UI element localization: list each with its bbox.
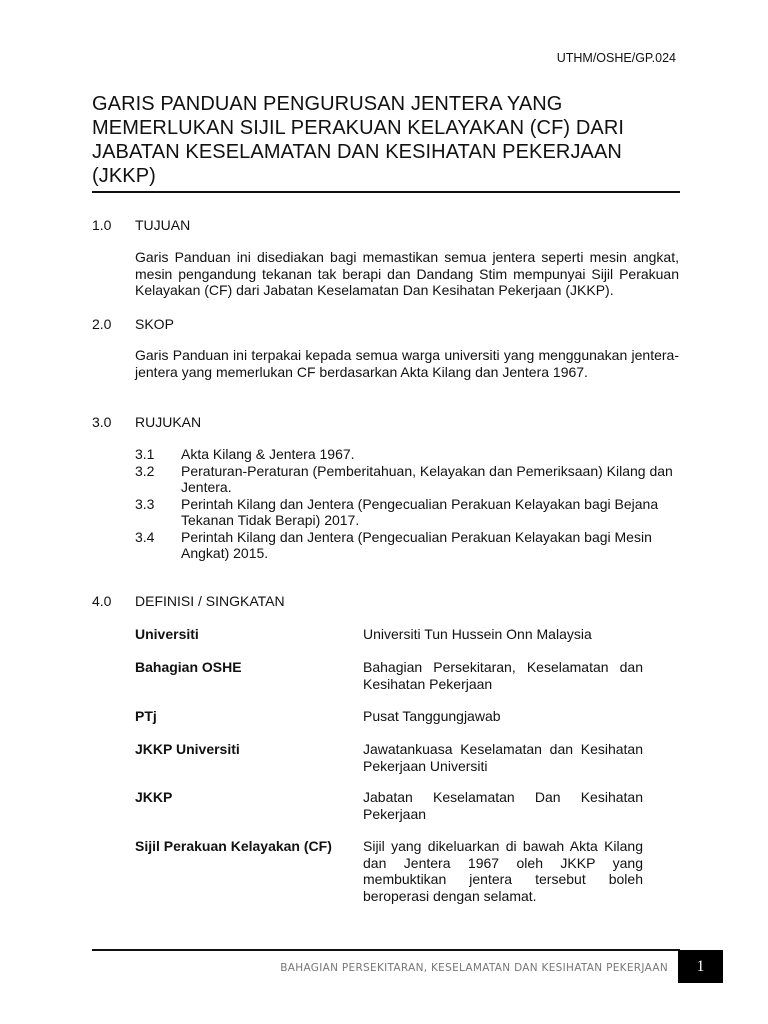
- reference-text: Perintah Kilang dan Jentera (Pengecualian Perakuan Kelayakan bagi Bejana Tekanan Tidak Berapi) 2017.: [181, 495, 659, 528]
- section-number: 2.0: [92, 316, 112, 332]
- definition-description: Jabatan Keselamatan Dan Kesihatan Pekerjaan: [363, 789, 643, 822]
- page-number: 1: [696, 957, 705, 975]
- section-title: RUJUKAN: [135, 414, 202, 430]
- definition-description: Sijil yang dikeluarkan di bawah Akta Kilang dan Jentera 1967 oleh JKKP yang membuktikan jentera tersebut boleh beroperasi dengan selamat.: [363, 838, 643, 904]
- definition-description: Pusat Tanggungjawab: [363, 708, 501, 724]
- definition-term: Sijil Perakuan Kelayakan (CF): [135, 838, 332, 854]
- footer-divider: [92, 949, 680, 951]
- section-2-body: Garis Panduan ini terpakai kepada semua warga universiti yang menggunakan jentera-jentera yang memerlukan CF berdasarkan Akta Kilang dan Jentera 1967.: [135, 347, 679, 380]
- title-divider: [92, 191, 680, 193]
- definition-term: Universiti: [135, 626, 199, 642]
- page-number-badge: [678, 950, 723, 983]
- definition-description: Universiti Tun Hussein Onn Malaysia: [363, 626, 592, 642]
- reference-list: [135, 446, 680, 562]
- reference-text: Peraturan-Peraturan (Pemberitahuan, Kelayakan dan Pemeriksaan) Kilang dan Jentera.: [181, 462, 673, 495]
- section-number: 3.0: [92, 414, 112, 430]
- section-title: DEFINISI / SINGKATAN: [135, 593, 285, 609]
- definition-description: Bahagian Persekitaran, Keselamatan dan Kesihatan Pekerjaan: [363, 659, 643, 692]
- reference-item: [135, 496, 680, 529]
- reference-item: [135, 463, 680, 496]
- reference-text: Akta Kilang & Jentera 1967.: [181, 446, 355, 462]
- reference-text: Perintah Kilang dan Jentera (Pengecualian Perakuan Kelayakan bagi Mesin Angkat) 2015.: [181, 528, 652, 561]
- reference-item: [135, 529, 680, 562]
- section-number: 1.0: [92, 217, 112, 233]
- section-1-body: Garis Panduan ini disediakan bagi memastikan semua jentera seperti mesin angkat, mesin pengandung tekanan tak berapi dan Dandang Stim mempunyai Sijil Perakuan Kelayakan (CF) dari Jabatan Keselamatan Dan Kesihatan Pekerjaan (JKKP).: [135, 249, 679, 298]
- definition-term: JKKP Universiti: [135, 741, 240, 757]
- reference-number: 3.1: [135, 446, 155, 462]
- document-reference: UTHM/OSHE/GP.024: [556, 51, 676, 65]
- definition-term: PTj: [135, 708, 157, 724]
- footer-department: BAHAGIAN PERSEKITARAN, KESELAMATAN DAN KESIHATAN PEKERJAAN: [280, 962, 668, 974]
- definition-term: Bahagian OSHE: [135, 659, 242, 675]
- reference-item: [135, 446, 680, 463]
- reference-number: 3.3: [135, 495, 155, 512]
- section-title: SKOP: [135, 316, 174, 332]
- definition-term: JKKP: [135, 789, 173, 805]
- section-title: TUJUAN: [135, 217, 191, 233]
- reference-number: 3.2: [135, 462, 155, 479]
- reference-number: 3.4: [135, 528, 155, 545]
- section-number: 4.0: [92, 593, 112, 609]
- document-title: GARIS PANDUAN PENGURUSAN JENTERA YANG MEMERLUKAN SIJIL PERAKUAN KELAYAKAN (CF) DARI JABATAN KESELAMATAN DAN KESIHATAN PEKERJAAN (JKKP): [92, 93, 625, 187]
- definition-description: Jawatankuasa Keselamatan dan Kesihatan Pekerjaan Universiti: [363, 741, 643, 774]
